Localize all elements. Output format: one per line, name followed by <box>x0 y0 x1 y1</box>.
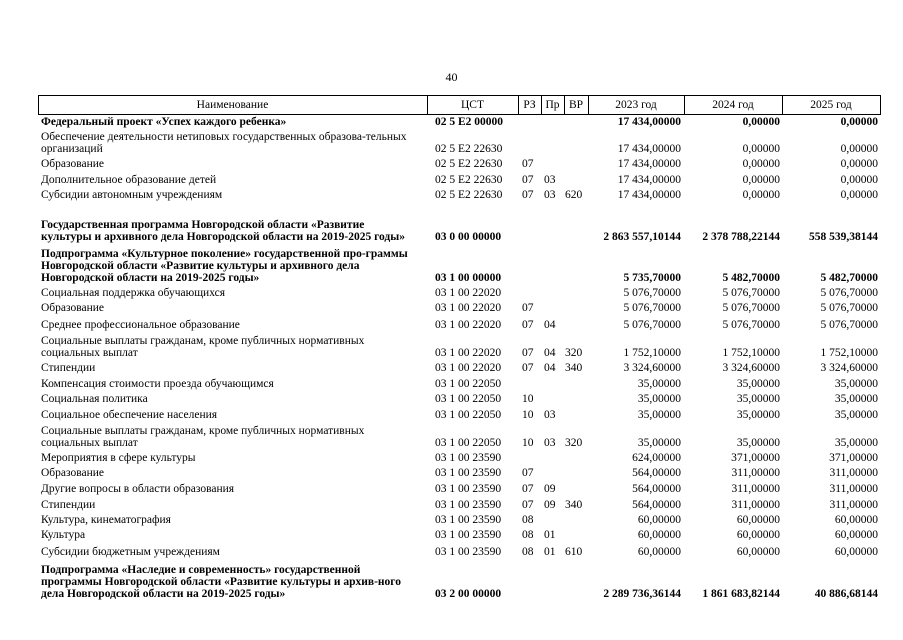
row-cst: 03 1 00 22020 <box>435 362 502 374</box>
row-pr: 09 <box>544 483 556 495</box>
row-cst: 03 1 00 22020 <box>435 319 502 331</box>
row-cst: 03 1 00 22050 <box>435 437 502 449</box>
row-cst: 03 1 00 23590 <box>435 467 502 479</box>
row-2023: 60,00000 <box>637 529 681 541</box>
row-2023: 35,00000 <box>637 378 681 390</box>
row-pr: 01 <box>544 529 556 541</box>
row-2025: 60,00000 <box>834 514 878 526</box>
header-cst: ЦСТ <box>461 99 484 111</box>
row-name: Подпрограмма «Культурное поколение» государственной про-граммы Новгородской области «Развитие культуры и архивного дела Новгородской области на 2019-2025 годы» <box>41 248 408 284</box>
row-name: Социальные выплаты гражданам, кроме публичных нормативных социальных выплат <box>41 425 365 449</box>
row-2024: 0,00000 <box>742 116 780 128</box>
row-name: Социальные выплаты гражданам, кроме публичных нормативных социальных выплат <box>41 335 365 359</box>
table-row <box>38 314 881 331</box>
row-name: Подпрограмма «Наследие и современность» государственной программы Новгородской области «Развитие культуры и архив-ного дела Новгородской области на 2019-2025 годы» <box>41 564 401 600</box>
row-2024: 0,00000 <box>742 189 780 201</box>
row-2023: 60,00000 <box>637 514 681 526</box>
row-pr: 03 <box>544 437 556 449</box>
table-row <box>38 186 881 201</box>
table-row <box>38 558 881 600</box>
row-cst: 03 1 00 22050 <box>435 393 502 405</box>
table-row <box>38 421 881 449</box>
row-2024: 60,00000 <box>736 514 780 526</box>
row-2024: 1 861 683,82144 <box>702 588 780 600</box>
row-2024: 371,00000 <box>731 452 780 464</box>
row-cst: 03 1 00 23590 <box>435 499 502 511</box>
row-2024: 3 324,60000 <box>722 362 780 374</box>
table-row <box>38 479 881 495</box>
row-2023: 35,00000 <box>637 409 681 421</box>
row-name: Культура, кинематография <box>41 514 171 526</box>
row-name: Федеральный проект «Успех каждого ребенка» <box>41 116 287 128</box>
row-cst: 03 1 00 23590 <box>435 546 502 558</box>
row-2025: 311,00000 <box>829 499 878 511</box>
row-2024: 35,00000 <box>736 409 780 421</box>
row-rz: 10 <box>522 437 534 449</box>
row-2024: 1 752,10000 <box>722 347 780 359</box>
row-2024: 0,00000 <box>742 143 780 155</box>
row-pr: 03 <box>544 409 556 421</box>
row-rz: 08 <box>522 529 534 541</box>
row-name: Государственная программа Новгородской области «Развитие культуры и архивного дела Новгородской области на 2019-2025 годы» <box>41 219 405 243</box>
row-rz: 07 <box>522 483 534 495</box>
table-row <box>38 114 881 128</box>
row-cst: 03 1 00 22020 <box>435 347 502 359</box>
row-rz: 07 <box>522 467 534 479</box>
header-name: Наименование <box>196 99 269 111</box>
row-2025: 5 076,70000 <box>820 302 878 314</box>
row-2025: 5 076,70000 <box>820 287 878 299</box>
row-cst: 02 5 Е2 22630 <box>435 143 503 155</box>
row-2023: 564,00000 <box>632 467 681 479</box>
row-2023: 5 076,70000 <box>623 302 681 314</box>
row-2023: 35,00000 <box>637 437 681 449</box>
table-row <box>38 201 881 243</box>
row-name: Стипендии <box>41 499 96 511</box>
row-2023: 17 434,00000 <box>617 158 681 170</box>
row-2024: 5 482,70000 <box>722 272 780 284</box>
table-row <box>38 464 881 479</box>
row-rz: 07 <box>522 174 534 186</box>
row-2024: 0,00000 <box>742 174 780 186</box>
row-2025: 5 076,70000 <box>820 319 878 331</box>
row-pr: 09 <box>544 499 556 511</box>
row-2023: 35,00000 <box>637 393 681 405</box>
row-pr: 04 <box>544 319 556 331</box>
row-2023: 17 434,00000 <box>617 116 681 128</box>
table-row <box>38 170 881 186</box>
row-2025: 1 752,10000 <box>820 347 878 359</box>
row-cst: 03 1 00 23590 <box>435 529 502 541</box>
row-2024: 35,00000 <box>736 393 780 405</box>
row-2025: 60,00000 <box>834 546 878 558</box>
row-2024: 35,00000 <box>736 378 780 390</box>
row-cst: 02 5 Е2 00000 <box>435 116 504 128</box>
row-2023: 2 289 736,36144 <box>603 588 681 600</box>
row-2024: 0,00000 <box>742 158 780 170</box>
row-cst: 02 5 Е2 22630 <box>435 158 503 170</box>
row-rz: 07 <box>522 189 534 201</box>
row-2023: 60,00000 <box>637 546 681 558</box>
table-row <box>38 495 881 511</box>
row-2025: 0,00000 <box>840 189 878 201</box>
row-name: Обеспечение деятельности нетиповых государственных образова-тельных организаций <box>41 131 407 155</box>
row-name: Среднее профессиональное образование <box>41 319 240 331</box>
table-row <box>38 511 881 526</box>
row-cst: 03 1 00 23590 <box>435 483 502 495</box>
row-2023: 624,00000 <box>632 452 681 464</box>
row-vr: 610 <box>565 546 583 558</box>
row-2023: 1 752,10000 <box>623 347 681 359</box>
row-cst: 03 1 00 00000 <box>435 272 502 284</box>
row-2025: 311,00000 <box>829 483 878 495</box>
page-number: 40 <box>445 70 458 84</box>
row-vr: 320 <box>565 347 583 359</box>
header-pr: Пр <box>545 99 560 111</box>
row-2025: 5 482,70000 <box>820 272 878 284</box>
row-name: Социальное обеспечение населения <box>41 409 218 421</box>
row-2023: 5 076,70000 <box>623 287 681 299</box>
row-2024: 5 076,70000 <box>722 319 780 331</box>
row-2023: 564,00000 <box>632 499 681 511</box>
row-name: Образование <box>41 158 105 170</box>
row-cst: 03 1 00 22050 <box>435 409 502 421</box>
row-name: Образование <box>41 467 105 479</box>
row-name: Дополнительное образование детей <box>41 174 217 186</box>
row-vr: 340 <box>565 362 583 374</box>
header-vr: ВР <box>568 99 584 111</box>
row-2024: 311,00000 <box>731 467 780 479</box>
table-row <box>38 243 881 284</box>
row-2024: 60,00000 <box>736 546 780 558</box>
row-2025: 0,00000 <box>840 116 878 128</box>
row-pr: 03 <box>544 174 556 186</box>
row-2023: 3 324,60000 <box>623 362 681 374</box>
row-cst: 03 1 00 22020 <box>435 302 502 314</box>
row-name: Другие вопросы в области образования <box>41 483 235 495</box>
row-cst: 02 5 Е2 22630 <box>435 189 503 201</box>
row-2025: 40 886,68144 <box>814 588 878 600</box>
row-rz: 10 <box>522 409 534 421</box>
row-2023: 564,00000 <box>632 483 681 495</box>
header-2023: 2023 год <box>615 99 657 111</box>
row-rz: 08 <box>522 514 534 526</box>
row-2023: 17 434,00000 <box>617 174 681 186</box>
table-row <box>38 331 881 359</box>
table-row <box>38 375 881 390</box>
row-vr: 620 <box>565 189 583 201</box>
row-rz: 07 <box>522 347 534 359</box>
row-2025: 35,00000 <box>834 437 878 449</box>
table-row <box>38 284 881 299</box>
row-pr: 03 <box>544 189 556 201</box>
table-row <box>38 390 881 405</box>
row-name: Субсидии автономным учреждениям <box>41 189 223 201</box>
row-cst: 03 1 00 23590 <box>435 452 502 464</box>
row-2023: 5 076,70000 <box>623 319 681 331</box>
table-row <box>38 155 881 170</box>
table-row <box>38 128 881 155</box>
row-2024: 5 076,70000 <box>722 287 780 299</box>
row-pr: 04 <box>544 362 556 374</box>
row-2025: 60,00000 <box>834 529 878 541</box>
row-2025: 0,00000 <box>840 174 878 186</box>
header-2025: 2025 год <box>810 99 852 111</box>
row-2025: 3 324,60000 <box>820 362 878 374</box>
row-name: Культура <box>41 529 86 541</box>
row-cst: 03 2 00 00000 <box>435 588 502 600</box>
row-cst: 03 1 00 23590 <box>435 514 502 526</box>
row-2023: 17 434,00000 <box>617 143 681 155</box>
row-2025: 35,00000 <box>834 409 878 421</box>
row-name: Образование <box>41 302 105 314</box>
row-2024: 5 076,70000 <box>722 302 780 314</box>
table-row <box>38 449 881 464</box>
table-row <box>38 299 881 314</box>
header-top-border <box>38 95 881 96</box>
row-rz: 07 <box>522 302 534 314</box>
header-2024: 2024 год <box>712 99 754 111</box>
row-name: Компенсация стоимости проезда обучающимся <box>41 378 274 390</box>
row-name: Мероприятия в сфере культуры <box>41 452 196 464</box>
row-vr: 340 <box>565 499 583 511</box>
row-rz: 07 <box>522 158 534 170</box>
row-2023: 5 735,70000 <box>623 272 681 284</box>
row-rz: 10 <box>522 393 534 405</box>
row-2024: 311,00000 <box>731 483 780 495</box>
row-2023: 2 863 557,10144 <box>603 231 681 243</box>
row-2024: 2 378 788,22144 <box>702 231 780 243</box>
col-divider <box>880 95 881 114</box>
row-rz: 07 <box>522 319 534 331</box>
row-rz: 07 <box>522 362 534 374</box>
row-cst: 03 0 00 00000 <box>435 231 502 243</box>
row-name: Субсидии бюджетным учреждениям <box>41 546 220 558</box>
row-2025: 558 539,38144 <box>809 231 878 243</box>
table-row <box>38 541 881 558</box>
row-rz: 07 <box>522 499 534 511</box>
row-2025: 35,00000 <box>834 393 878 405</box>
row-2024: 60,00000 <box>736 529 780 541</box>
row-name: Социальная поддержка обучающихся <box>41 287 226 299</box>
row-2024: 35,00000 <box>736 437 780 449</box>
header-rz: РЗ <box>523 99 536 111</box>
row-cst: 02 5 Е2 22630 <box>435 174 503 186</box>
row-2025: 0,00000 <box>840 158 878 170</box>
row-cst: 03 1 00 22020 <box>435 287 502 299</box>
row-2025: 311,00000 <box>829 467 878 479</box>
row-name: Стипендии <box>41 362 96 374</box>
row-2025: 35,00000 <box>834 378 878 390</box>
row-2025: 0,00000 <box>840 143 878 155</box>
row-rz: 08 <box>522 546 534 558</box>
row-name: Социальная политика <box>41 393 148 405</box>
table-row <box>38 359 881 374</box>
table-row <box>38 405 881 421</box>
table-row <box>38 526 881 541</box>
row-vr: 320 <box>565 437 583 449</box>
row-pr: 04 <box>544 347 556 359</box>
row-2023: 17 434,00000 <box>617 189 681 201</box>
row-pr: 01 <box>544 546 556 558</box>
row-2024: 311,00000 <box>731 499 780 511</box>
row-cst: 03 1 00 22050 <box>435 378 502 390</box>
row-2025: 371,00000 <box>829 452 878 464</box>
